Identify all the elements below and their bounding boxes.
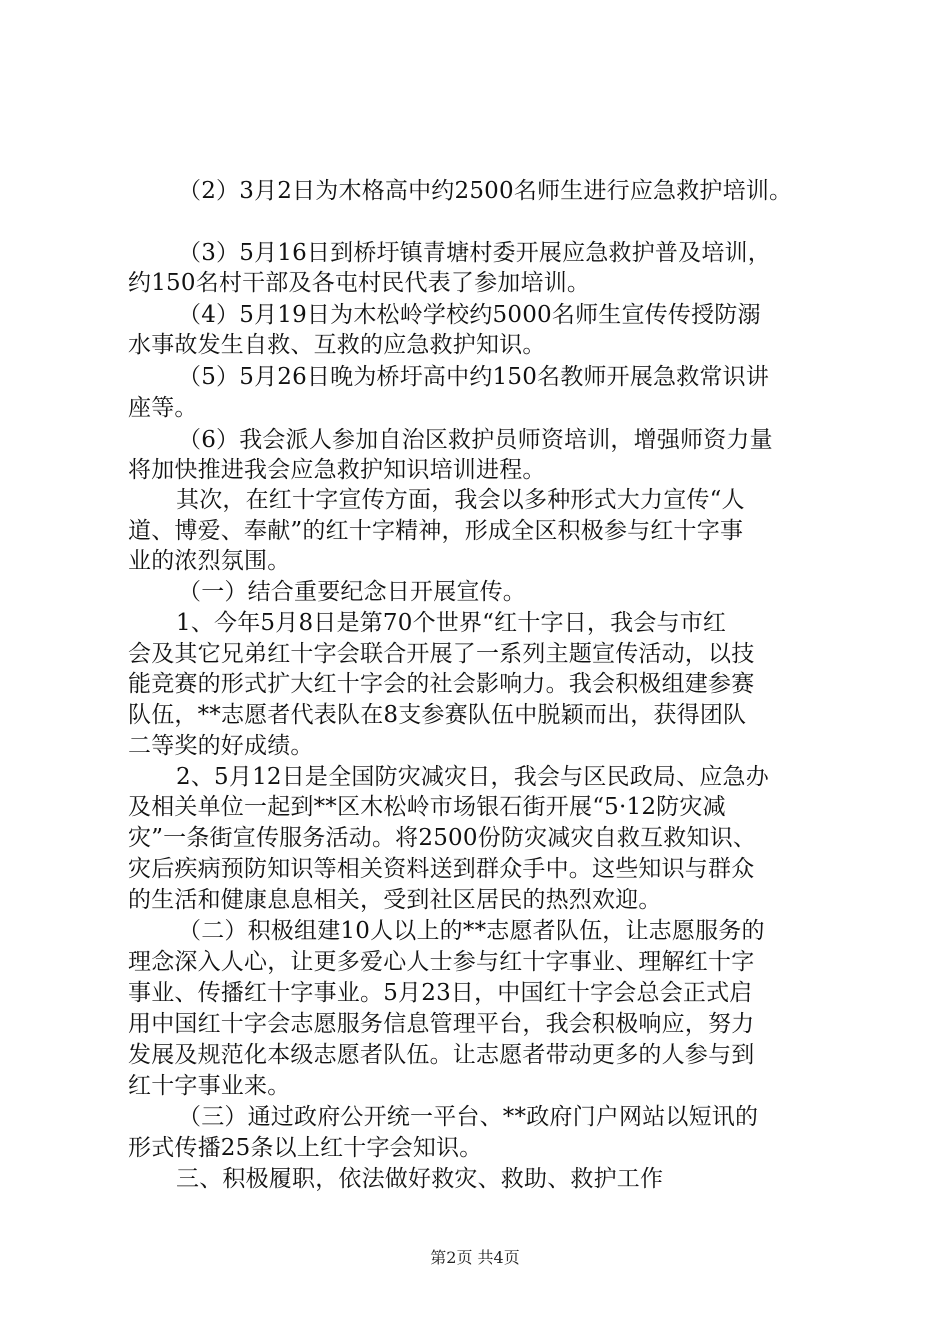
text-line-16: 能竞赛的形式扩大红十字会的社会影响力。我会积极组建参赛	[128, 671, 755, 697]
text-line-12: 业的浓烈氛围。	[128, 548, 291, 574]
text-line-28: 发展及规范化本级志愿者队伍。让志愿者带动更多的人参与到	[128, 1042, 755, 1068]
text-line-10: 其次，在红十字宣传方面，我会以多种形式大力宣传“人	[176, 487, 745, 513]
text-line-8: （6）我会派人参加自治区救护员师资培训，增强师资力量	[178, 427, 773, 453]
text-line-7: 座等。	[128, 395, 198, 421]
text-line-4: （4）5月19日为木松岭学校约5000名师生宣传传授防溺	[178, 302, 761, 328]
text-line-5: 水事故发生自救、互救的应急救护知识。	[128, 332, 546, 358]
text-line-26: 事业、传播红十字事业。5月23日，中国红十字会总会正式启	[128, 980, 753, 1006]
text-line-22: 灾后疾病预防知识等相关资料送到群众手中。这些知识与群众	[128, 856, 755, 882]
text-line-24: （二）积极组建10人以上的**志愿者队伍，让志愿服务的	[178, 918, 765, 944]
text-line-30: （三）通过政府公开统一平台、**政府门户网站以短讯的	[178, 1104, 759, 1130]
text-line-29: 红十字事业来。	[128, 1073, 291, 1099]
text-line-9: 将加快推进我会应急救护知识培训进程。	[128, 457, 546, 483]
text-line-27: 用中国红十字会志愿服务信息管理平台，我会积极响应，努力	[128, 1011, 755, 1037]
text-line-19: 2、5月12日是全国防灾减灾日，我会与区民政局、应急办	[176, 764, 769, 790]
text-line-3: 约150名村干部及各屯村民代表了参加培训。	[128, 270, 591, 296]
page-footer: 第2页 共4页	[430, 1248, 520, 1267]
text-line-21: 灾”一条街宣传服务活动。将2500份防灾减灾自救互救知识、	[128, 825, 757, 851]
text-line-23: 的生活和健康息息相关，受到社区居民的热烈欢迎。	[128, 887, 662, 913]
section-heading-3: 三、积极履职，依法做好救灾、救助、救护工作	[176, 1166, 664, 1192]
text-line-6: （5）5月26日晚为桥圩高中约150名教师开展急救常识讲	[178, 364, 770, 390]
text-line-11: 道、博爱、奉献”的红十字精神，形成全区积极参与红十字事	[128, 518, 744, 544]
text-line-14: 1、今年5月8日是第70个世界“红十字日，我会与市红	[176, 610, 727, 636]
text-line-25: 理念深入人心，让更多爱心人士参与红十字事业、理解红十字	[128, 949, 755, 975]
text-line-2: （3）5月16日到桥圩镇青塘村委开展应急救护普及培训，	[178, 240, 771, 266]
text-line-18: 二等奖的好成绩。	[128, 733, 314, 759]
text-line-17: 队伍，**志愿者代表队在8支参赛队伍中脱颖而出，获得团队	[128, 702, 747, 728]
text-line-20: 及相关单位一起到**区木松岭市场银石街开展“5·12防灾减	[128, 794, 726, 820]
text-line-13: （一）结合重要纪念日开展宣传。	[178, 579, 526, 605]
text-line-15: 会及其它兄弟红十字会联合开展了一系列主题宣传活动，以技	[128, 641, 755, 667]
text-line-31: 形式传播25条以上红十字会知识。	[128, 1135, 483, 1161]
text-line-1: （2）3月2日为木格高中约2500名师生进行应急救护培训。	[178, 178, 793, 204]
